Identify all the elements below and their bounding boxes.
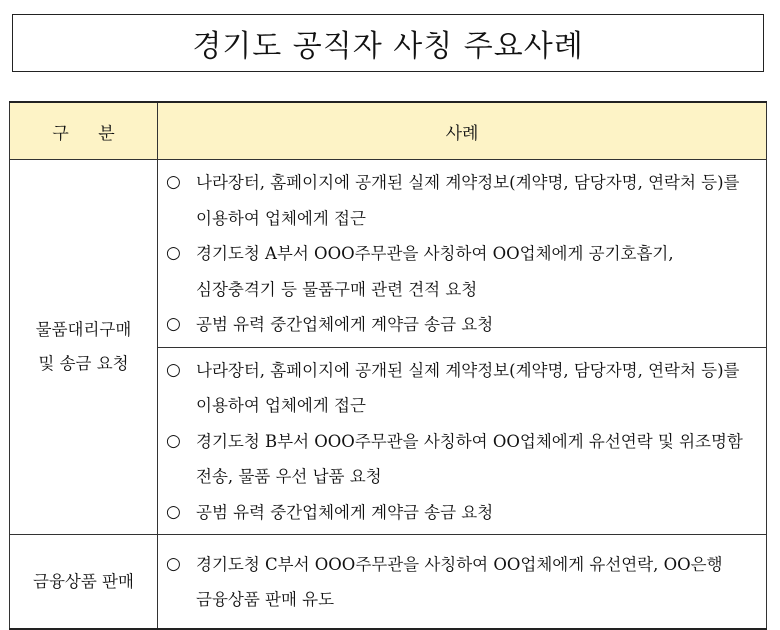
cases-cell [158, 160, 767, 348]
list-item [166, 165, 756, 236]
circle-bullet-icon: ○ [166, 314, 181, 334]
list-item [166, 236, 756, 307]
cases-cell [158, 535, 767, 630]
case-text: 공범 유력 중간업체에게 계약금 송금 요청 [196, 315, 494, 334]
circle-bullet-icon: ○ [166, 243, 181, 263]
case-text: 나라장터, 홈페이지에 공개된 실제 계약정보(계약명, 담당자명, 연락처 등)를 이용하여 업체에게 접근 [196, 173, 740, 228]
circle-bullet-icon: ○ [166, 501, 181, 522]
cases-cell [158, 347, 767, 535]
cases-header: 사례 [158, 102, 767, 160]
table-header-row [10, 102, 767, 160]
category-line: 및 송금 요청 [38, 354, 129, 373]
cases-table [9, 101, 767, 630]
category-header: 구 분 [10, 102, 158, 160]
case-text: 경기도청 B부서 OOO주무관을 사칭하여 OO업체에게 유선연락 및 위조명함 전송, 물품 우선 납품 요청 [196, 431, 743, 486]
category-cell [10, 160, 158, 535]
case-text: 공범 유력 중간업체에게 계약금 송금 요청 [196, 502, 494, 522]
category-line: 금융상품 판매 [33, 571, 134, 591]
circle-bullet-icon: ○ [166, 553, 181, 574]
title-box [12, 14, 764, 72]
table-row [10, 160, 767, 348]
list-item [166, 307, 756, 343]
circle-bullet-icon: ○ [166, 172, 181, 192]
case-text: 경기도청 A부서 OOO주무관을 사칭하여 OO업체에게 공기호흡기, 심장충격기 등 물품구매 관련 견적 요청 [196, 244, 674, 299]
list-item [166, 424, 756, 495]
list-item [166, 547, 756, 618]
table-row [10, 535, 767, 630]
list-item [166, 353, 756, 424]
list-item [166, 495, 756, 531]
case-text: 나라장터, 홈페이지에 공개된 실제 계약정보(계약명, 담당자명, 연락처 등)를 이용하여 업체에게 접근 [196, 360, 740, 415]
page-title: 경기도 공직자 사칭 주요사례 [192, 29, 584, 64]
circle-bullet-icon: ○ [166, 430, 181, 451]
case-text: 경기도청 C부서 OOO주무관을 사칭하여 OO업체에게 유선연락, OO은행 금융상품 판매 유도 [196, 554, 723, 609]
category-line: 물품대리구매 [35, 320, 132, 339]
circle-bullet-icon: ○ [166, 359, 181, 380]
category-cell [10, 535, 158, 630]
